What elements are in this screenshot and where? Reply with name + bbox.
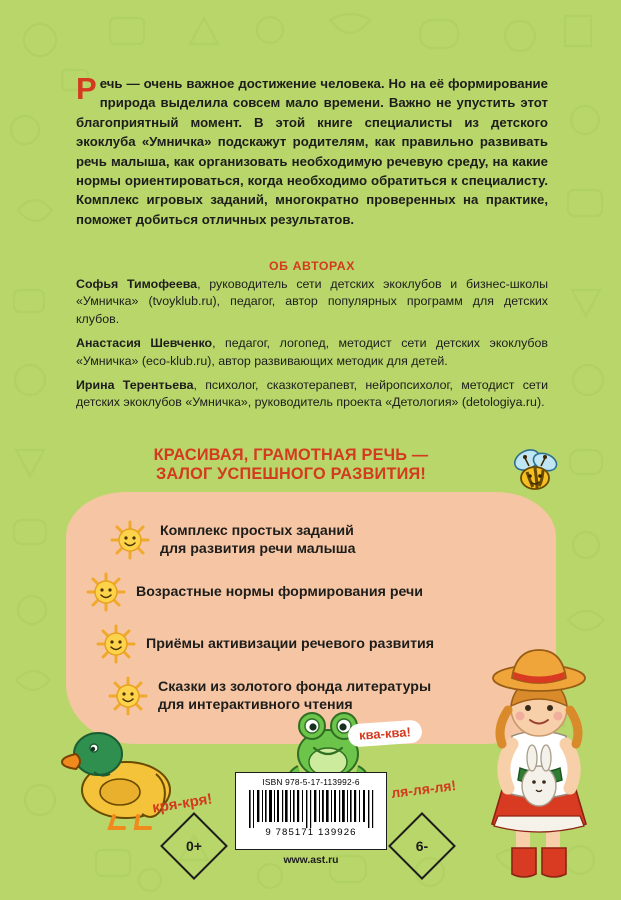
age-rating-left-label: 0+ [186,838,202,854]
sun-icon [86,572,126,612]
author-description: , педагог, логопед, методист сети детских экоклубов «Умничка» (eco-klub.ru), автор развивающих методик для детей. [76,336,548,368]
author-description: , психолог, сказкотерапевт, нейропсихолог, методист сети детских экоклубов «Умничка», руководитель проекта «Детология» (detologiya.ru). [76,378,548,410]
feature-line-1: Сказки из золотого фонда литературы [158,678,432,695]
author-entry [76,276,548,328]
slogan [76,446,506,484]
feature-line-2: для интерактивного чтения [158,697,353,713]
girl-illustration [468,640,608,890]
duck-speech-text: кря-кря! [151,790,214,817]
author-entry [76,335,548,370]
age-rating-right-label: 6- [415,838,429,854]
barcode-digits: 9 785171 139926 [265,827,357,838]
slogan-line-1: КРАСИВАЯ, ГРАМОТНАЯ РЕЧЬ — [153,446,429,464]
feature-line-2: для развития речи малыша [160,541,356,557]
age-rating-right [388,812,456,880]
feature-line-1: Возрастные нормы формирования речи [136,583,423,600]
features-list [110,520,510,728]
list-item [86,572,510,612]
blurb-body: ечь — очень важное достижение человека. Но на её формирование природа выделила совсем мало времени. Важно не упустить этот благоприятный момент. В этой книге специалисты из детского экоклуба «Умничка» подскажут родителям, как правильно развивать речь малыша, как организовать необходимую речевую среду, на какие нормы ориентироваться, когда необходимо обратиться к специалисту. Комплекс игровых заданий, многократно проверенных на практике, поможет добиться отличных результатов. [76,76,548,227]
blurb-dropcap: Р [76,71,97,106]
duck-illustration [60,706,190,836]
sun-icon [96,624,136,664]
author-name: Софья Тимофеева [76,277,198,291]
publisher-website[interactable]: www.ast.ru [283,855,339,866]
author-name: Анастасия Шевченко [76,336,213,351]
feature-line-1: Приёмы активизации речевого развития [146,635,435,652]
author-entry [76,377,548,412]
author-description: , руководитель сети детских экоклубов и бизнес-школы «Умничка» (tvoyklub.ru), педагог, автор популярных программ для детских клубов. [76,277,548,326]
slogan-line-2: ЗАЛОГ УСПЕШНОГО РАЗВИТИЯ! [155,465,427,483]
feature-line-1: Комплекс простых заданий [160,522,354,539]
bee-illustration [505,442,565,502]
authors-list [76,276,548,419]
author-name: Ирина Терентьева [76,378,194,393]
frog-speech-bubble: ква-ква! [347,719,422,747]
barcode [246,790,376,828]
feature-text [136,583,423,602]
feature-text [160,522,356,559]
girl-speech-text: ля-ля-ля! [390,777,457,801]
list-item [110,520,510,560]
list-item [96,624,510,664]
authors-heading: ОБ АВТОРАХ [268,259,356,273]
sun-icon [110,520,150,560]
isbn-text: ISBN 978-5-17-113992-6 [262,777,360,787]
isbn-barcode-box [235,772,387,850]
book-blurb [76,71,548,229]
feature-text [146,635,434,654]
